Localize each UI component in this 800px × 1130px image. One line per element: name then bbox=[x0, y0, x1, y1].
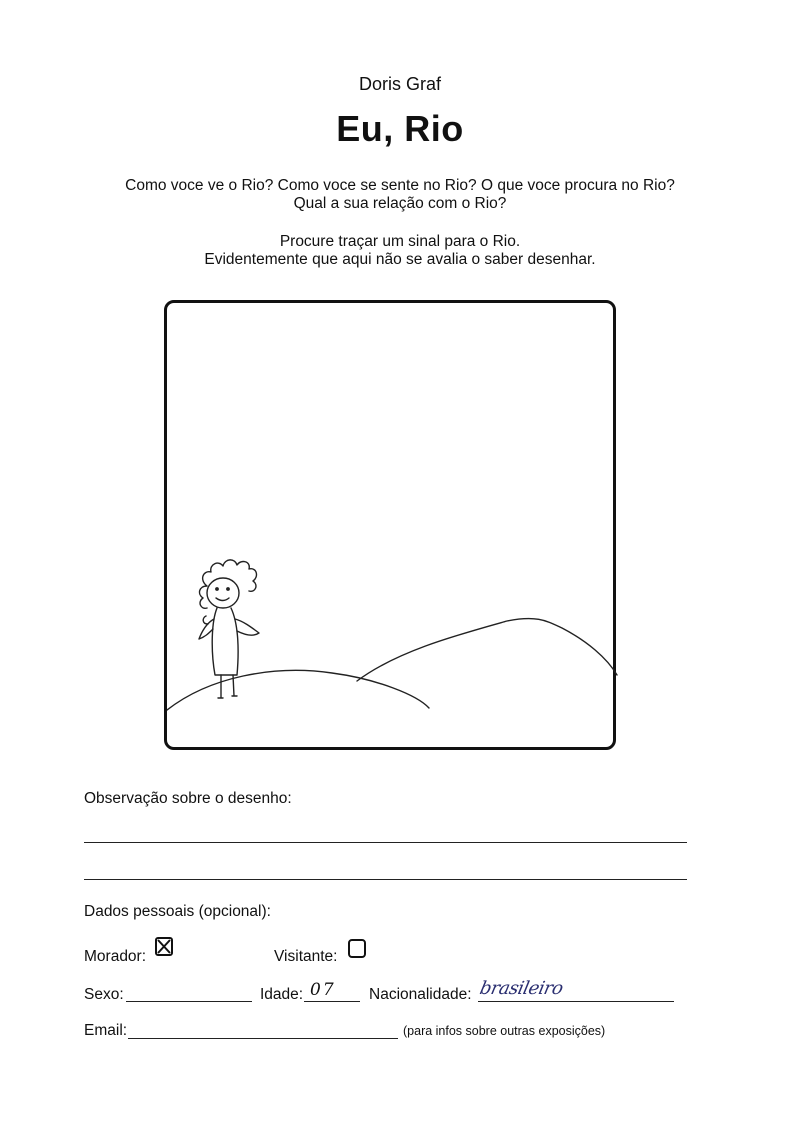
email-field[interactable] bbox=[128, 1038, 398, 1039]
sexo-field[interactable] bbox=[126, 1001, 252, 1002]
morador-checkbox[interactable] bbox=[155, 937, 173, 956]
visitante-label: Visitante: bbox=[274, 948, 338, 965]
email-label: Email: bbox=[84, 1022, 128, 1039]
email-note: (para infos sobre outras exposições) bbox=[403, 1024, 606, 1038]
morador-label: Morador: bbox=[84, 948, 147, 965]
instruction-line-2: Evidentemente que aqui não se avalia o saber desenhar. bbox=[204, 251, 596, 268]
idade-value: 07 bbox=[310, 980, 336, 1000]
hill-right bbox=[357, 619, 617, 681]
figure-body bbox=[212, 608, 238, 675]
sexo-label: Sexo: bbox=[84, 986, 124, 1003]
nacionalidade-field[interactable] bbox=[478, 1001, 674, 1002]
observation-line-2[interactable] bbox=[84, 879, 687, 880]
figure-arm-right bbox=[235, 619, 259, 635]
idade-label: Idade: bbox=[260, 986, 304, 1003]
child-drawing bbox=[167, 303, 619, 753]
personal-data-label: Dados pessoais (opcional): bbox=[84, 903, 271, 920]
idade-field[interactable] bbox=[304, 1001, 360, 1002]
hill-left bbox=[167, 670, 429, 715]
figure-hair bbox=[200, 560, 257, 624]
observation-line-1[interactable] bbox=[84, 842, 687, 843]
question-line-2: Qual a sua relação com o Rio? bbox=[293, 195, 507, 212]
nacionalidade-value: brasileiro bbox=[477, 978, 565, 999]
instruction-line-1: Procure traçar um sinal para o Rio. bbox=[279, 233, 521, 250]
observation-label: Observação sobre o desenho: bbox=[84, 790, 292, 807]
drawing-area[interactable] bbox=[164, 300, 616, 750]
nacionalidade-label: Nacionalidade: bbox=[369, 986, 472, 1003]
question-line-1: Como voce ve o Rio? Como voce se sente no Rio? O que voce procura no Rio? bbox=[125, 177, 675, 194]
page-title: Eu, Rio bbox=[336, 108, 464, 149]
figure-head bbox=[207, 578, 239, 608]
author-name: Doris Graf bbox=[358, 74, 441, 94]
visitante-checkbox[interactable] bbox=[348, 939, 366, 958]
checkmark-x-icon bbox=[157, 939, 171, 954]
